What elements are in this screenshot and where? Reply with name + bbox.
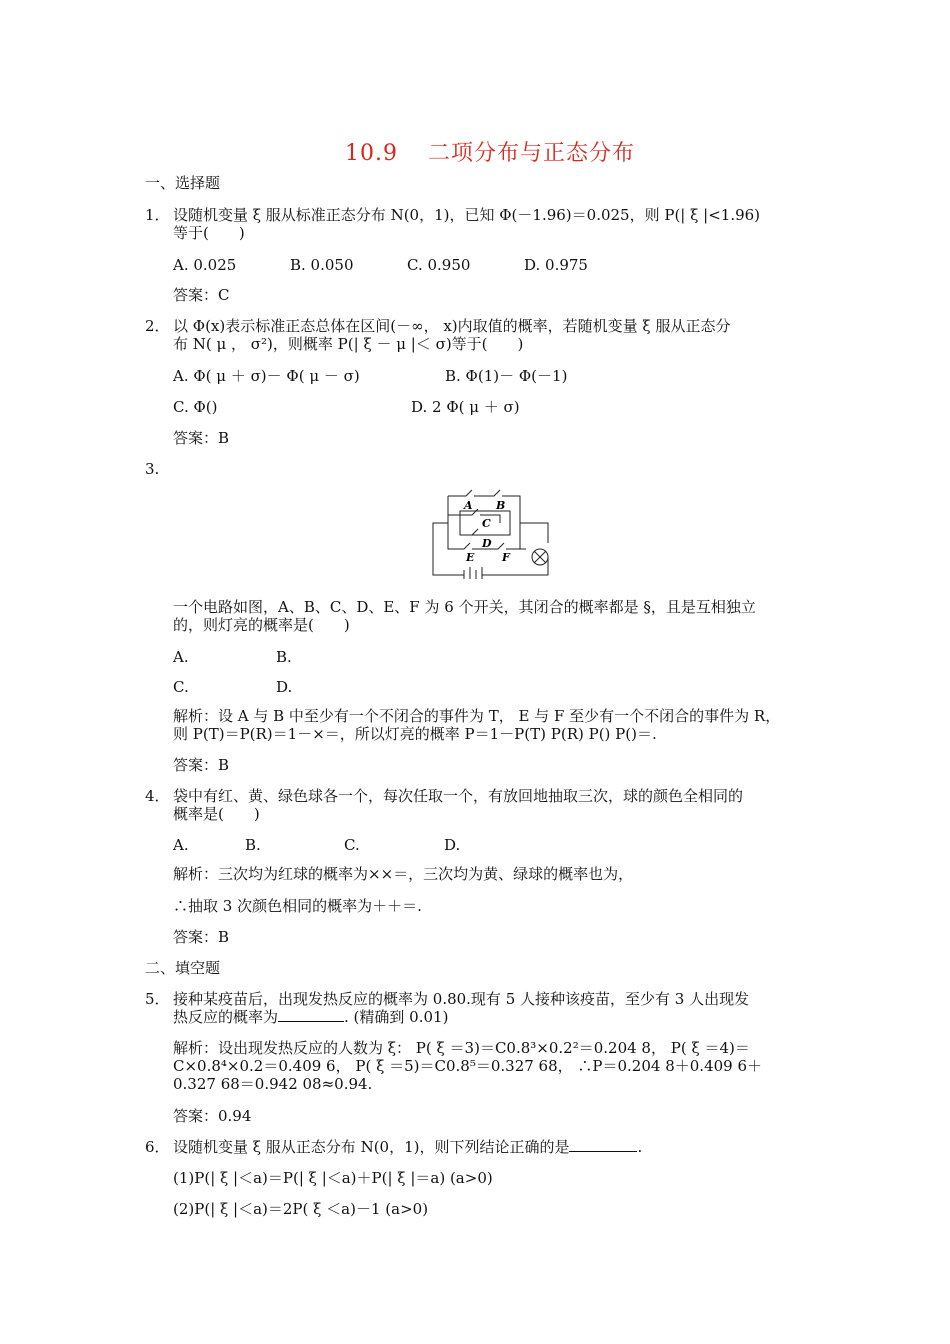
question-6-line-1-tail: . [637, 1138, 643, 1156]
question-2-line-1: 以 Φ(x)表示标准正态总体在区间(－∞， x)内取值的概率，若随机变量 ξ 服从正态分 [173, 317, 731, 335]
question-4-option-c: C. [344, 836, 360, 854]
question-6-line-1 [173, 1137, 642, 1157]
question-5-number: 5． [145, 990, 170, 1008]
question-1-answer: 答案：C [173, 286, 230, 304]
question-1-option-a: A. 0.025 [173, 256, 237, 274]
question-3-line-2: 的，则灯亮的概率是( ) [173, 616, 350, 634]
question-5-answer: 答案：0.94 [173, 1107, 252, 1125]
question-3-line-1: 一个电路如图，A、B、C、D、E、F 为 6 个开关，其闭合的概率都是 §，且是互相独立 [173, 598, 756, 616]
question-4-number: 4． [145, 787, 170, 805]
title-text: 二项分布与正态分布 [427, 141, 635, 166]
switch-label-d: D [482, 537, 492, 550]
question-3-option-c: C. [173, 678, 189, 696]
answer-blank [569, 1137, 637, 1152]
question-5-line-2 [173, 1007, 448, 1027]
question-3-option-b: B. [276, 648, 292, 666]
question-4-option-d: D. [444, 836, 461, 854]
question-5-analysis-1: 解析：设出现发热反应的人数为 ξ： P( ξ ＝3)＝C0.8³×0.2²＝0.204 8， P( ξ ＝4)＝ [173, 1039, 750, 1057]
question-5-analysis-3: 0.327 68＝0.942 08≈0.94. [173, 1075, 373, 1093]
question-3-option-a: A. [173, 648, 189, 666]
question-1-line-1: 设随机变量 ξ 服从标准正态分布 N(0，1)，已知 Φ(－1.96)＝0.025，则 P(| ξ |<1.96) [173, 206, 761, 224]
question-4-answer: 答案：B [173, 928, 230, 946]
section-heading-fill: 二、填空题 [145, 959, 221, 977]
switch-label-c: C [482, 517, 491, 530]
page-title [0, 136, 950, 167]
question-3-option-d: D. [276, 678, 293, 696]
switch-label-f: F [502, 551, 510, 564]
question-6-number: 6． [145, 1138, 170, 1156]
question-2-option-c: C. Φ() [173, 398, 218, 416]
question-4-analysis-2: ∴抽取 3 次颜色相同的概率为＋＋＝. [173, 897, 422, 915]
question-6-item-2: (2)P(| ξ |＜a)＝2P( ξ ＜a)－1 (a>0) [173, 1200, 429, 1218]
question-5-analysis-2: C×0.8⁴×0.2＝0.409 6， P( ξ ＝5)＝C0.8⁵＝0.327 68， ∴P＝0.204 8＋0.409 6＋ [173, 1057, 763, 1075]
question-2-answer: 答案：B [173, 429, 230, 447]
question-4-option-b: B. [245, 836, 261, 854]
title-number: 10.9 [345, 141, 398, 166]
question-4-option-a: A. [173, 836, 189, 854]
question-3-analysis-1: 解析：设 A 与 B 中至少有一个不闭合的事件为 T， E 与 F 至少有一个不闭合的事件为 R， [173, 707, 781, 725]
question-1-option-d: D. 0.975 [524, 256, 588, 274]
question-3-answer: 答案：B [173, 756, 230, 774]
question-4-line-2: 概率是( ) [173, 805, 260, 823]
question-1-option-b: B. 0.050 [290, 256, 354, 274]
question-3-analysis-2: 则 P(T)＝P(R)＝1－×＝，所以灯亮的概率 P＝1－P(T) P(R) P() P()＝. [173, 725, 657, 743]
question-4-line-1: 袋中有红、黄、绿色球各一个，每次任取一个，有放回地抽取三次，球的颜色全相同的 [173, 787, 744, 805]
question-2-option-b: B. Φ(1)－ Φ(－1) [445, 367, 568, 385]
question-5-line-2-tail: . (精确到 0.01) [344, 1008, 449, 1026]
question-1-number: 1． [145, 206, 170, 224]
answer-blank [278, 1007, 344, 1022]
question-1-option-c: C. 0.950 [407, 256, 471, 274]
switch-label-a: A [464, 499, 473, 512]
circuit-diagram [428, 487, 553, 579]
question-2-option-d: D. 2 Φ( μ ＋ σ) [411, 398, 520, 416]
question-5-line-2-text: 热反应的概率为 [173, 1008, 279, 1026]
question-2-line-2: 布 N( μ ， σ²)，则概率 P(| ξ － μ |＜ σ)等于( ) [173, 335, 524, 353]
section-heading-choice: 一、选择题 [145, 174, 221, 192]
question-4-analysis-1: 解析：三次均为红球的概率为××＝，三次均为黄、绿球的概率也为， [173, 865, 634, 883]
question-3-number: 3. [145, 460, 160, 478]
switch-label-e: E [466, 551, 475, 564]
switch-label-b: B [496, 499, 506, 512]
question-6-line-1-text: 设随机变量 ξ 服从正态分布 N(0，1)，则下列结论正确的是 [173, 1138, 570, 1156]
question-2-number: 2． [145, 317, 170, 335]
question-6-item-1: (1)P(| ξ |＜a)＝P(| ξ |＜a)＋P(| ξ |＝a) (a>0) [173, 1169, 493, 1187]
question-1-line-2: 等于( ) [173, 224, 245, 242]
question-5-line-1: 接种某疫苗后，出现发热反应的概率为 0.80.现有 5 人接种该疫苗，至少有 3 人出现发 [173, 990, 750, 1008]
question-2-option-a: A. Φ( μ ＋ σ)－ Φ( μ － σ) [173, 367, 360, 385]
